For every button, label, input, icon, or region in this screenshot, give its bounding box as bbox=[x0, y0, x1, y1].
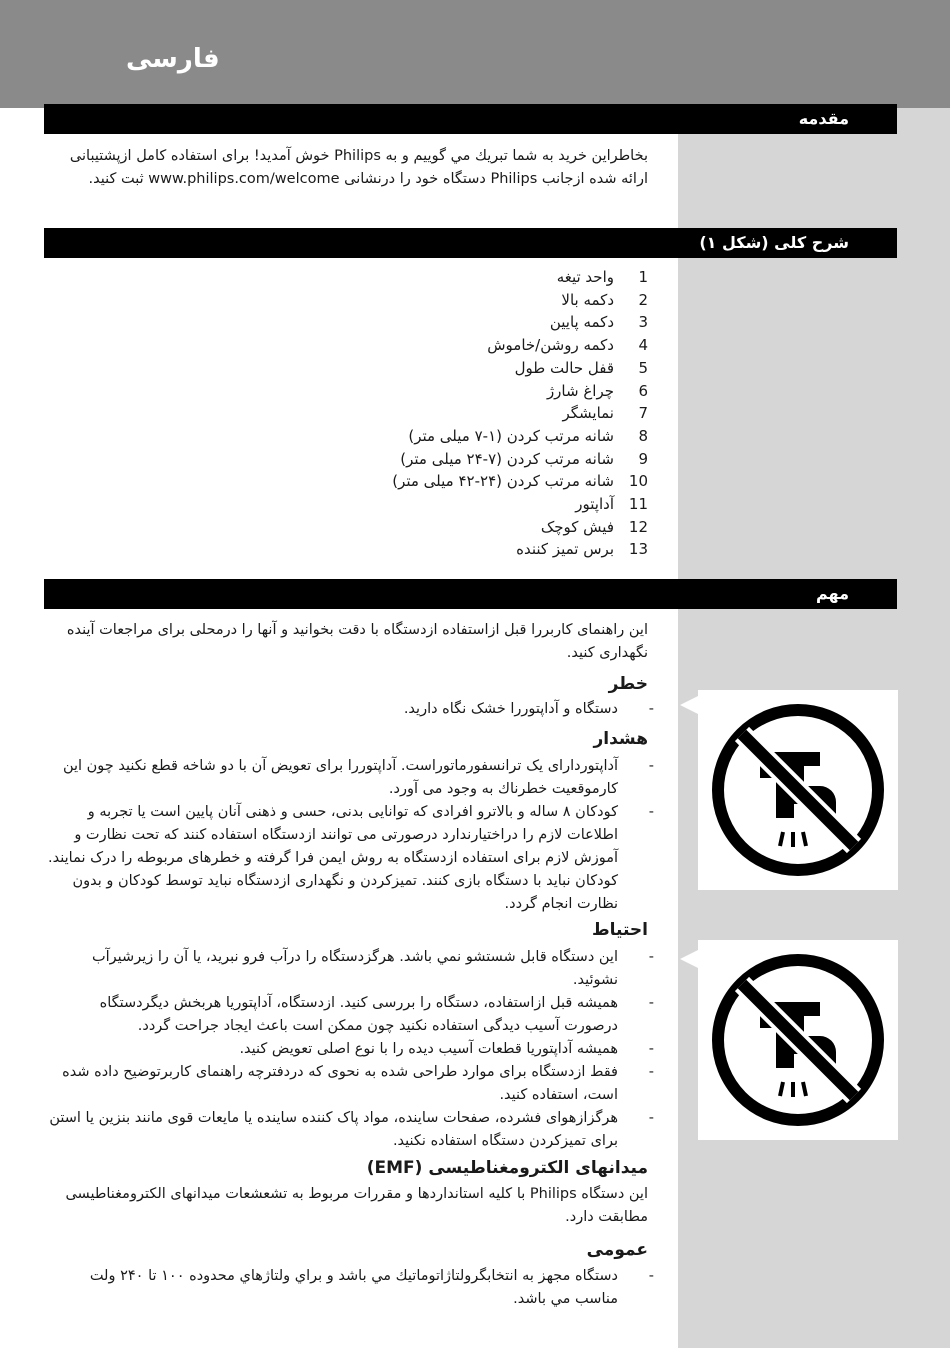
part-number: 3 bbox=[638, 313, 648, 332]
part-number: 13 bbox=[628, 540, 648, 559]
part-item bbox=[300, 493, 648, 516]
caution-list bbox=[44, 946, 658, 1153]
part-label: شانه مرتب کردن (۱-۷ میلی متر) bbox=[408, 426, 614, 445]
part-label: واحد تیغه bbox=[556, 268, 614, 286]
language-title: فارسی bbox=[126, 44, 220, 74]
part-label: دکمه روشن/خاموش bbox=[487, 336, 614, 355]
part-label: فیش کوچک bbox=[540, 517, 614, 536]
part-number: 12 bbox=[628, 517, 648, 536]
bullet-item bbox=[44, 1061, 658, 1107]
part-item bbox=[300, 289, 648, 312]
part-item bbox=[300, 425, 648, 448]
bullet-item bbox=[44, 698, 658, 721]
bullet-dash: - bbox=[648, 995, 654, 1011]
danger-heading: خطر bbox=[608, 674, 648, 694]
part-label: دکمه بالا bbox=[561, 290, 614, 309]
bullet-text: دستگاه مجهز به انتخابگرولتاژاتوماتیك مي باشد و براي ولتاژهاي محدوده ۱۰۰ تا ۲۴۰ ولت مناسب مي باشد. bbox=[89, 1268, 618, 1307]
caution-heading: احتیاط bbox=[592, 920, 648, 940]
section-header-important: مهم bbox=[44, 579, 897, 609]
bullet-item bbox=[44, 946, 658, 992]
section-header-intro: مقدمه bbox=[44, 104, 897, 134]
part-label: شانه مرتب کردن (۲۴-۴۲ میلی متر) bbox=[392, 472, 614, 491]
bullet-item bbox=[44, 992, 658, 1038]
bullet-item bbox=[44, 1265, 658, 1311]
bullet-dash: - bbox=[648, 804, 654, 820]
part-item bbox=[300, 380, 648, 403]
pointer-notch bbox=[680, 950, 698, 968]
part-number: 7 bbox=[638, 404, 648, 423]
part-number: 6 bbox=[638, 381, 648, 400]
part-label: قفل حالت طول bbox=[514, 358, 614, 377]
danger-list bbox=[44, 698, 658, 721]
pointer-notch bbox=[680, 696, 698, 714]
part-item bbox=[300, 402, 648, 425]
bullet-text: همیشه قبل ازاستفاده، دستگاه را بررسی کنید. ازدستگاه، آداپتوریا هربخش دیگردستگاه درصورت آسیب دیدگی استفاده نکنید چون ممکن است باعث ایجاد جراحت گردد. bbox=[99, 995, 618, 1034]
bullet-dash: - bbox=[648, 1268, 654, 1284]
part-number: 4 bbox=[638, 336, 648, 355]
part-item bbox=[300, 516, 648, 539]
bullet-dash: - bbox=[648, 1041, 654, 1057]
icon-panel bbox=[698, 940, 898, 1140]
part-label: شانه مرتب کردن (۷-۲۴ میلی متر) bbox=[400, 449, 614, 468]
bullet-dash: - bbox=[648, 701, 654, 717]
bullet-dash: - bbox=[648, 758, 654, 774]
part-label: دکمه پایین bbox=[549, 313, 614, 332]
part-item bbox=[300, 357, 648, 380]
no-water-icon bbox=[698, 690, 898, 890]
general-heading: عمومی bbox=[586, 1240, 648, 1260]
important-intro: این راهنمای کاربررا قبل ازاستفاده ازدستگاه با دقت بخوانید و آنها را درمحلی برای مراجعات آینده نگهداری کنید. bbox=[66, 622, 648, 661]
general-list bbox=[44, 1265, 658, 1311]
part-number: 2 bbox=[638, 290, 648, 309]
bullet-text: کودکان ۸ ساله و بالاترو افرادی که توانایی بدنی، حسی و ذهنی آنان پایین است یا تجربه و اطلاعات لازم را دراختیارندارد درصورتی می توانند ازدستگاه استفاده کنند که تحت نظارت و آموزش لازم برای استفاده ازدستگاه به روش ایمن فرا گرفته و خطرهای مربوطه را درک نمایند. کودکان نباید با دستگاه بازی کنند. تمیزکردن و نگهداری ازدستگاه نباید توسط کودکان و بدون نظارت انجام گردد. bbox=[48, 804, 618, 912]
parts-list bbox=[300, 266, 648, 561]
part-item bbox=[300, 448, 648, 471]
bullet-text: دستگاه و آداپتوررا خشک نگاه دارید. bbox=[403, 701, 618, 717]
part-item bbox=[300, 311, 648, 334]
emf-heading: میدانهای الکترومغناطیسی (EMF) bbox=[366, 1158, 648, 1178]
bullet-item bbox=[44, 1107, 658, 1153]
bullet-text: همیشه آداپتوریا قطعات آسیب دیده را با نوع اصلی تعویض کنید. bbox=[239, 1041, 618, 1057]
bullet-dash: - bbox=[648, 1110, 654, 1126]
bullet-dash: - bbox=[648, 949, 654, 965]
part-number: 5 bbox=[638, 358, 648, 377]
part-item bbox=[300, 334, 648, 357]
section-header-overview: شرح کلی (شکل ۱) bbox=[44, 228, 897, 258]
part-number: 8 bbox=[638, 426, 648, 445]
part-label: چراغ شارژ bbox=[546, 381, 614, 400]
warning-list bbox=[44, 755, 658, 916]
part-item bbox=[300, 538, 648, 561]
icon-panel bbox=[698, 690, 898, 890]
part-number: 10 bbox=[628, 472, 648, 491]
warning-heading: هشدار bbox=[593, 729, 648, 749]
part-label: نمایشگر bbox=[562, 404, 614, 423]
bullet-item bbox=[44, 801, 658, 916]
bullet-dash: - bbox=[648, 1064, 654, 1080]
part-label: برس تمیز کننده bbox=[516, 540, 614, 559]
part-number: 9 bbox=[638, 449, 648, 468]
part-number: 11 bbox=[628, 495, 648, 514]
bullet-item bbox=[44, 1038, 658, 1061]
bullet-text: این دستگاه قابل شستشو نمي باشد. هرگزدستگاه را درآب فرو نبرید، یا آن را زیرشیرآب نشوئید. bbox=[91, 949, 618, 988]
bullet-item bbox=[44, 755, 658, 801]
bullet-text: آداپتوردارای یک ترانسفورماتوراست. آداپتوررا برای تعویض آن با دو شاخه قطع نکنید چون این کارموقعیت خطرناك به وجود می آورد. bbox=[62, 758, 618, 797]
emf-paragraph: این دستگاه Philips با کلیه استانداردها و مقررات مربوط به تشعشعات میدانهای الکترومغناطیسی مطابقت دارد. bbox=[65, 1186, 648, 1225]
top-banner bbox=[0, 0, 950, 108]
bullet-text: فقط ازدستگاه برای موارد طراحی شده به نحوی که دردفترچه راهنمای کاربرتوضیح داده شده است، استفاده کنید. bbox=[62, 1064, 618, 1103]
part-label: آداپتور bbox=[575, 495, 614, 514]
intro-paragraph: بخاطراین خرید به شما تبریك مي گوييم و به Philips خوش آمدید! برای استفاده كامل ازپشتیبانی ارائه شده ازجانب Philips دستگاه خود را درنشانی www.philips.com/welcome ثبت کنید. bbox=[69, 148, 648, 187]
part-item bbox=[300, 470, 648, 493]
part-item bbox=[300, 266, 648, 289]
part-number: 1 bbox=[638, 268, 648, 286]
bullet-text: هرگزازهوای فشرده، صفحات ساینده، مواد پاک کننده ساینده یا مایعات قوی مانند بنزین یا استن برای تمیزکردن دستگاه استفاده نکنید. bbox=[49, 1110, 618, 1149]
no-water-icon bbox=[698, 940, 898, 1140]
